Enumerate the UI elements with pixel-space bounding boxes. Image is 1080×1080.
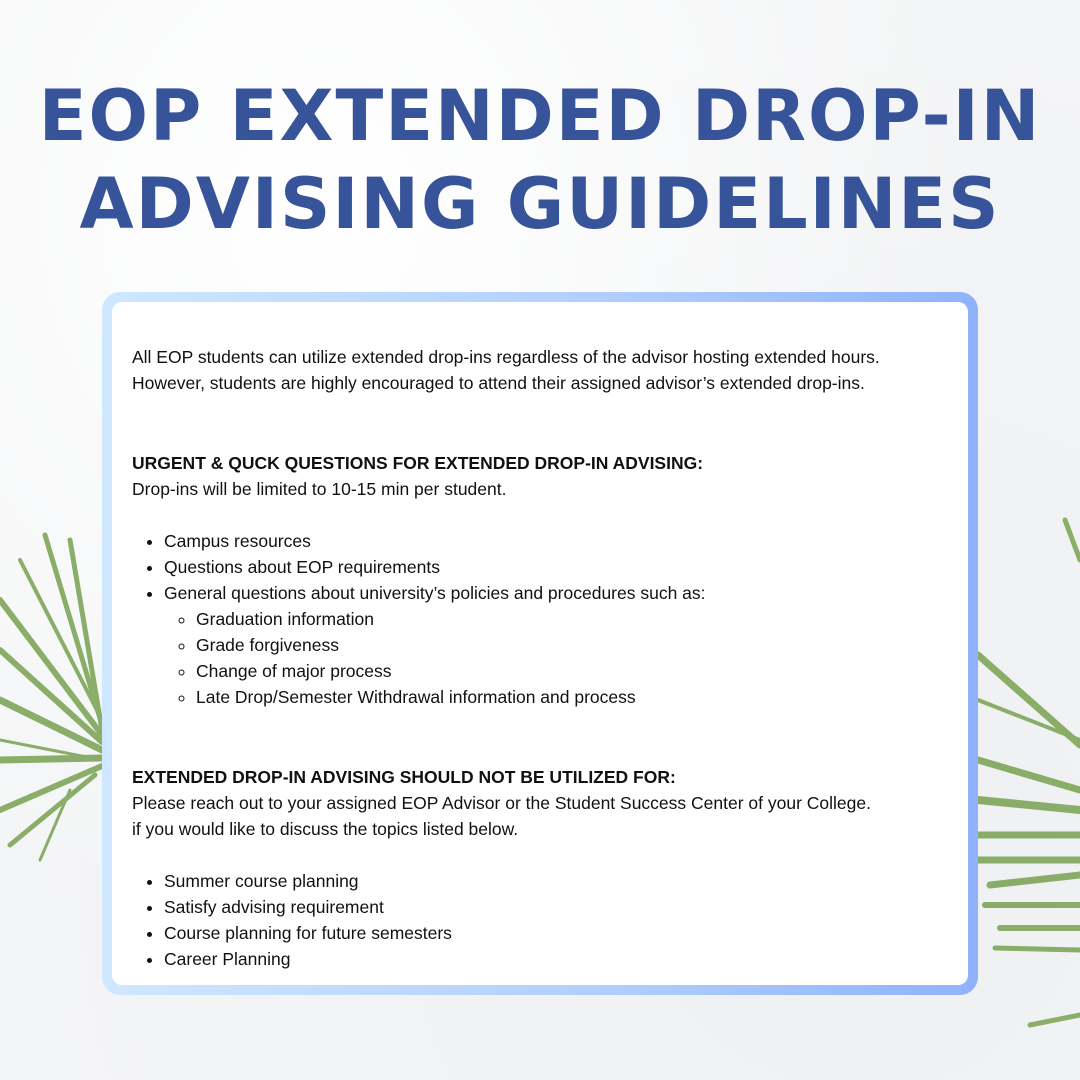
left-palm-leaf-icon — [0, 535, 102, 860]
not-for-heading: EXTENDED DROP-IN ADVISING SHOULD NOT BE UTILIZED FOR: — [132, 767, 676, 787]
policies-sublist — [164, 606, 948, 710]
guidelines-card — [112, 302, 968, 985]
list-item: • Summer course planning — [164, 868, 948, 894]
intro-paragraph — [132, 344, 948, 396]
list-item: • Questions about EOP requirements — [164, 554, 948, 580]
sublist-item: ◦ Change of major process — [196, 658, 948, 684]
list-item: • Career Planning — [164, 946, 948, 972]
urgent-heading: URGENT & QUCK QUESTIONS FOR EXTENDED DROP-IN ADVISING: — [132, 453, 704, 473]
not-for-note-line-2: if you would like to discuss the topics listed below. — [132, 819, 519, 839]
list-item-label: General questions about university’s policies and procedures such as: — [164, 583, 706, 603]
not-for-note-line-1: Please reach out to your assigned EOP Advisor or the Student Success Center of your College. — [132, 793, 871, 813]
intro-line-1: All EOP students can utilize extended drop-ins regardless of the advisor hosting extended hours. — [132, 347, 880, 367]
sublist-item: ◦ Late Drop/Semester Withdrawal information and process — [196, 684, 948, 710]
page-title — [0, 72, 1080, 248]
list-item: • Campus resources — [164, 528, 948, 554]
right-palm-leaf-icon — [978, 520, 1080, 1025]
list-item — [164, 580, 948, 710]
title-line-1: EOP EXTENDED DROP-IN — [38, 75, 1042, 157]
urgent-note: Drop-ins will be limited to 10-15 min per student. — [132, 479, 507, 499]
urgent-list — [132, 528, 948, 710]
guidelines-card-frame — [102, 292, 978, 995]
not-for-list — [132, 868, 948, 972]
title-line-2: ADVISING GUIDELINES — [79, 163, 1001, 245]
list-item: • Course planning for future semesters — [164, 920, 948, 946]
sublist-item: ◦ Graduation information — [196, 606, 948, 632]
not-for-note — [132, 790, 948, 842]
list-item: • Satisfy advising requirement — [164, 894, 948, 920]
sublist-item: ◦ Grade forgiveness — [196, 632, 948, 658]
guidelines-content — [132, 344, 948, 972]
intro-line-2: However, students are highly encouraged to attend their assigned advisor’s extended drop-ins. — [132, 373, 865, 393]
